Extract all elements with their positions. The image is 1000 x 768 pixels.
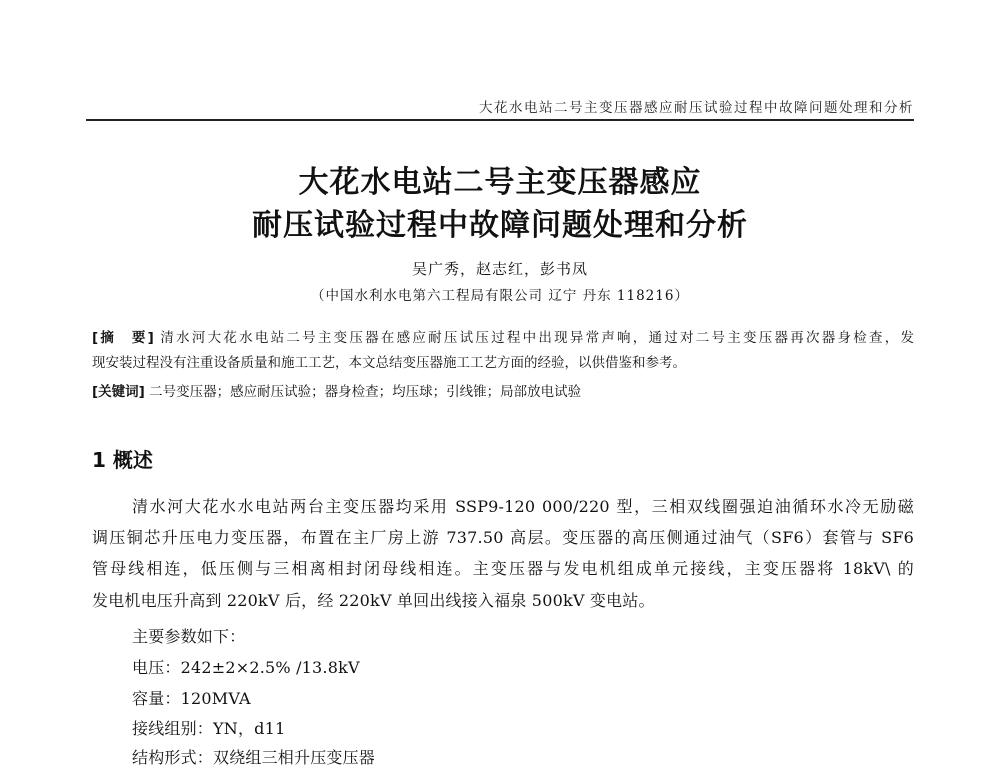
title-line-1: 大花水电站二号主变压器感应 (298, 165, 702, 200)
abstract-label: [摘 要] (92, 330, 154, 346)
section-title: 1 概述 (92, 448, 153, 472)
params-heading: 主要参数如下： (132, 627, 246, 646)
running-header: 大花水电站二号主变压器感应耐压试验过程中故障问题处理和分析 (479, 100, 914, 116)
param-voltage: 电压：242±2×2.5% /13.8kV (132, 658, 360, 677)
param-connection-group: 接线组别：YN，d11 (132, 719, 286, 738)
affiliation: （中国水利水电第六工程局有限公司 辽宁 丹东 118216） (311, 288, 689, 304)
authors: 吴广秀，赵志红，彭书凤 (411, 260, 588, 278)
header-rule (86, 119, 914, 121)
abstract-line-2: 现安装过程没有注重设备质量和施工工艺，本文总结变压器施工工艺方面的经验，以供借鉴和参考。 (92, 355, 686, 371)
param-capacity: 容量：120MVA (132, 689, 251, 708)
body-line-2: 调压铜芯升压电力变压器，布置在主厂房上游 737.50 高层。变压器的高压侧通过油气（SF6）套管与 SF6 (92, 528, 914, 547)
body-line-1: 清水河大花水水电站两台主变压器均采用 SSP9-120 000/220 型，三相双线圈强迫油循环水冷无励磁 (132, 497, 914, 516)
abstract-text-1: 清水河大花水电站二号主变压器在感应耐压试压过程中出现异常声响，通过对二号主变压器再次器身检查，发 (160, 330, 915, 346)
title-line-2: 耐压试验过程中故障问题处理和分析 (252, 208, 748, 243)
param-structure: 结构形式：双绕组三相升压变压器 (132, 748, 376, 767)
keywords-label: [关键词] (92, 384, 145, 400)
keywords-text: 二号变压器；感应耐压试验；器身检查；均压球；引线锥；局部放电试验 (149, 384, 582, 400)
keywords (92, 380, 914, 405)
body-line-4: 发电机电压升高到 220kV 后，经 220kV 单回出线接入福泉 500kV 变电站。 (92, 591, 655, 610)
abstract-line-1 (92, 326, 914, 351)
body-line-3: 管母线相连，低压侧与三相离相封闭母线相连。主变压器与发电机组成单元接线，主变压器将 18kV\ 的 (92, 559, 914, 578)
